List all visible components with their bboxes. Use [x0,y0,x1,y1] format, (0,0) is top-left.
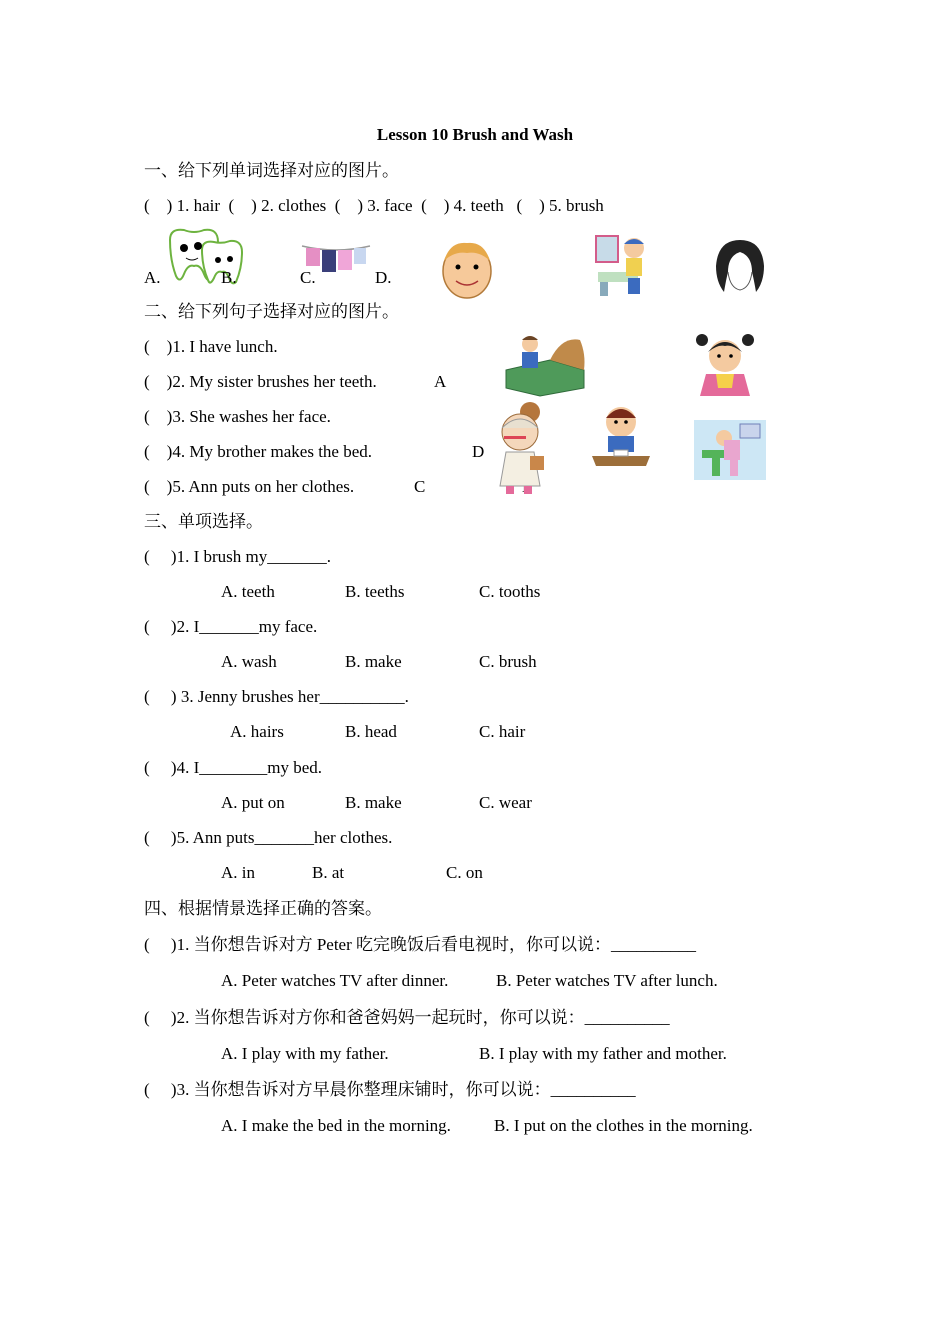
s3-q1-opt-c: C. tooths [479,582,541,601]
s3-q1-stem: ( )1. I brush my_______. [144,547,331,566]
put-on-clothes-picture [692,332,758,398]
s2-label-d: D [472,442,485,461]
face-picture [436,237,498,301]
brush-teeth-girl-picture [490,400,554,498]
teeth-picture [162,226,250,288]
s2-item-3: ( )3. She washes her face. [144,407,331,426]
make-bed-picture [500,330,588,400]
section1-heading: 一、给下列单词选择对应的图片。 [144,161,399,180]
s1-label-c: C. [300,268,316,287]
page-title: Lesson 10 Brush and Wash [376,125,574,144]
s2-item-2: ( )2. My sister brushes her teeth. [144,372,377,391]
section1-word-list: ( ) 1. hair ( ) 2. clothes ( ) 3. face ( ) 4. teeth ( ) 5. brush [144,196,604,215]
s3-q2-opt-a: A. wash [221,652,277,671]
s3-q5-opt-c: C. on [446,863,483,882]
s4-q1-stem: ( )1. 当你想告诉对方 Peter 吃完晚饭后看电视时，你可以说：__________ [144,935,697,954]
section2-heading: 二、给下列句子选择对应的图片。 [144,302,399,321]
s3-q3-opt-a: A. hairs [230,722,284,741]
s2-item-4: ( )4. My brother makes the bed. [144,442,373,461]
s3-q1-opt-b: B. teeths [345,582,405,601]
s1-label-d: D. [375,268,392,287]
s4-q1-opt-b: B. Peter watches TV after lunch. [496,971,718,990]
s2-item-1: ( )1. I have lunch. [144,337,278,356]
s4-q1-opt-a: A. Peter watches TV after dinner. [221,971,449,990]
s3-q2-opt-c: C. brush [479,652,537,671]
s4-q2-stem: ( )2. 当你想告诉对方你和爸爸妈妈一起玩时，你可以说：__________ [144,1008,670,1027]
wash-face-picture [694,420,766,480]
s4-q3-opt-a: A. I make the bed in the morning. [221,1116,451,1135]
s3-q5-stem: ( )5. Ann puts_______her clothes. [144,828,393,847]
s4-q3-stem: ( )3. 当你想告诉对方早晨你整理床铺时，你可以说：__________ [144,1080,636,1099]
s3-q2-opt-b: B. make [345,652,402,671]
s3-q4-opt-c: C. wear [479,793,532,812]
s1-label-a: A. [144,268,161,287]
s3-q4-stem: ( )4. I________my bed. [144,758,323,777]
s4-q2-opt-b: B. I play with my father and mother. [479,1044,727,1063]
s3-q4-opt-a: A. put on [221,793,285,812]
s3-q3-opt-b: B. head [345,722,397,741]
hair-picture [710,236,770,296]
s3-q1-opt-a: A. teeth [221,582,275,601]
s4-q2-opt-a: A. I play with my father. [221,1044,389,1063]
s3-q2-stem: ( )2. I_______my face. [144,617,318,636]
section3-heading: 三、单项选择。 [144,512,263,531]
s1-label-b: B. [221,268,237,287]
s2-item-5: ( )5. Ann puts on her clothes. [144,477,355,496]
s2-label-a: A [434,372,447,391]
have-lunch-picture [590,402,652,468]
brush-picture [590,232,658,300]
section4-heading: 四、根据情景选择正确的答案。 [144,899,382,918]
s4-q3-opt-b: B. I put on the clothes in the morning. [494,1116,753,1135]
s3-q4-opt-b: B. make [345,793,402,812]
s3-q5-opt-a: A. in [221,863,255,882]
s3-q5-opt-b: B. at [312,863,345,882]
s3-q3-opt-c: C. hair [479,722,526,741]
s2-label-c: C [414,477,426,496]
s3-q3-stem: ( ) 3. Jenny brushes her__________. [144,687,409,706]
